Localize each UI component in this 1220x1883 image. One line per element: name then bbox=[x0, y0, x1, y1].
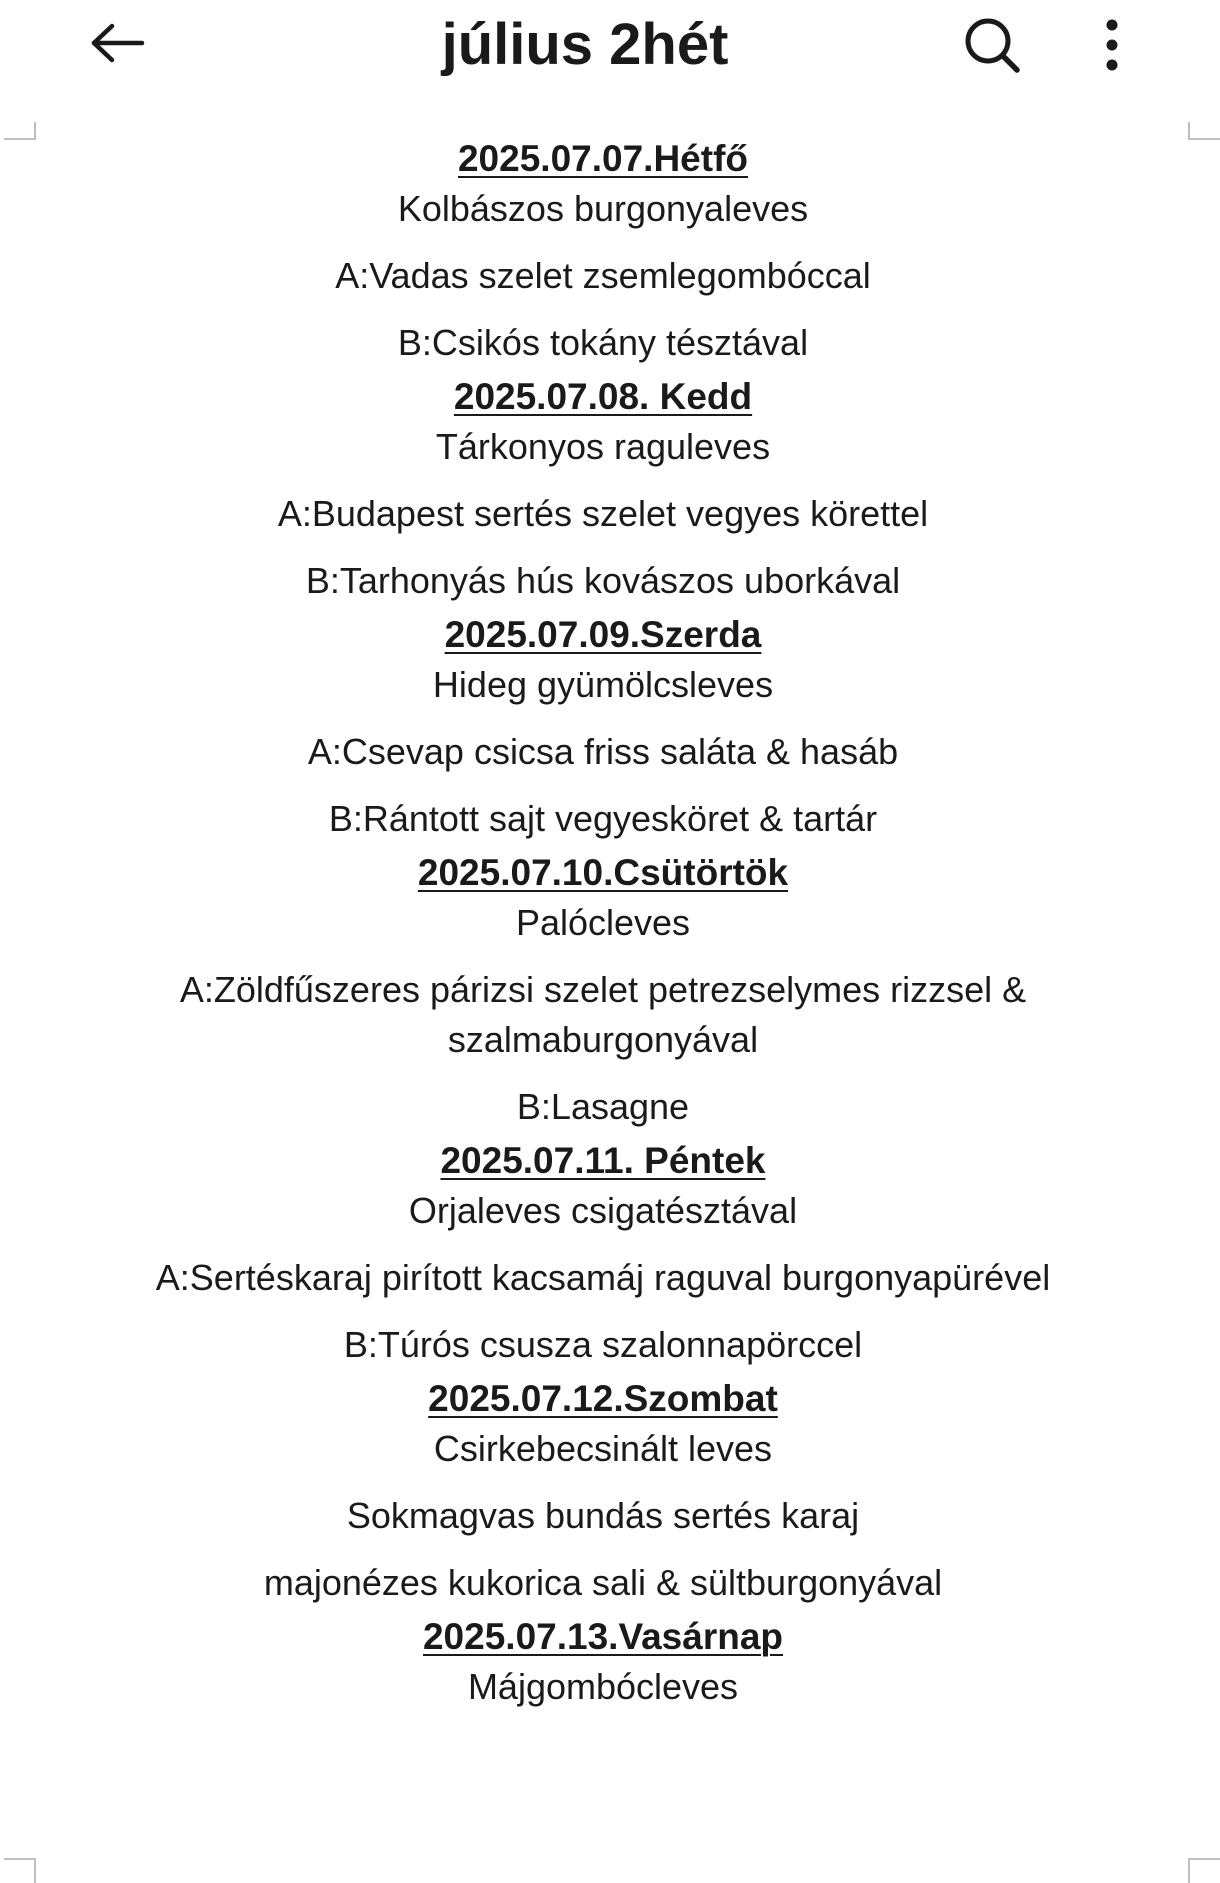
day-section bbox=[0, 1614, 1206, 1712]
soup-item: Hideg gyümölcsleves bbox=[432, 664, 774, 705]
soup-item: Csirkebecsinált leves bbox=[433, 1428, 773, 1469]
soup-item: Májgombócleves bbox=[467, 1666, 739, 1707]
search-button[interactable] bbox=[955, 8, 1029, 82]
day-heading: 2025.07.13.Vasárnap bbox=[422, 1616, 783, 1657]
day-heading: 2025.07.10.Csütörtök bbox=[417, 852, 789, 893]
day-section bbox=[0, 136, 1206, 368]
main-course-item: A:Csevap csicsa friss saláta & hasáb bbox=[307, 731, 899, 772]
day-section bbox=[0, 850, 1206, 1132]
day-section bbox=[0, 612, 1206, 844]
main-course-item: B:Rántott sajt vegyesköret & tartár bbox=[328, 798, 878, 839]
day-heading: 2025.07.07.Hétfő bbox=[457, 138, 748, 179]
soup-item: Orjaleves csigatésztával bbox=[408, 1190, 798, 1231]
day-heading: 2025.07.12.Szombat bbox=[428, 1378, 778, 1419]
soup-item: Tárkonyos raguleves bbox=[435, 426, 771, 467]
more-vertical-icon bbox=[1102, 19, 1122, 71]
soup-item: Kolbászos burgonyaleves bbox=[397, 188, 809, 229]
page-corner-marker bbox=[4, 1858, 36, 1883]
day-section bbox=[0, 1376, 1206, 1608]
day-heading: 2025.07.08. Kedd bbox=[453, 376, 753, 417]
main-course-item: majonézes kukorica sali & sültburgonyával bbox=[263, 1562, 943, 1603]
main-course-item: A:Zöldfűszeres párizsi szelet petrezselymes rizzsel & szalmaburgonyával bbox=[179, 969, 1027, 1060]
day-section bbox=[0, 1138, 1206, 1370]
search-icon bbox=[962, 15, 1022, 75]
main-course-item: A:Sertéskaraj pirított kacsamáj raguval burgonyapürével bbox=[155, 1257, 1051, 1298]
main-course-item: A:Budapest sertés szelet vegyes körettel bbox=[277, 493, 929, 534]
day-section bbox=[0, 374, 1206, 606]
day-heading: 2025.07.09.Szerda bbox=[444, 614, 762, 655]
more-options-button[interactable] bbox=[1080, 8, 1144, 82]
main-course-item: Sokmagvas bundás sertés karaj bbox=[346, 1495, 860, 1536]
document-content bbox=[0, 136, 1206, 1712]
page-corner-marker bbox=[1188, 1858, 1220, 1883]
main-course-item: A:Vadas szelet zsemlegombóccal bbox=[335, 255, 871, 296]
soup-item: Palócleves bbox=[515, 902, 691, 943]
top-app-bar bbox=[0, 0, 1220, 88]
main-course-item: B:Tarhonyás hús kovászos uborkával bbox=[305, 560, 901, 601]
day-heading: 2025.07.11. Péntek bbox=[440, 1140, 766, 1181]
page-title: július 2hét bbox=[441, 12, 729, 77]
main-course-item: B:Csikós tokány tésztával bbox=[397, 322, 809, 363]
main-course-item: B:Lasagne bbox=[516, 1086, 690, 1127]
main-course-item: B:Túrós csusza szalonnapörccel bbox=[343, 1324, 863, 1365]
